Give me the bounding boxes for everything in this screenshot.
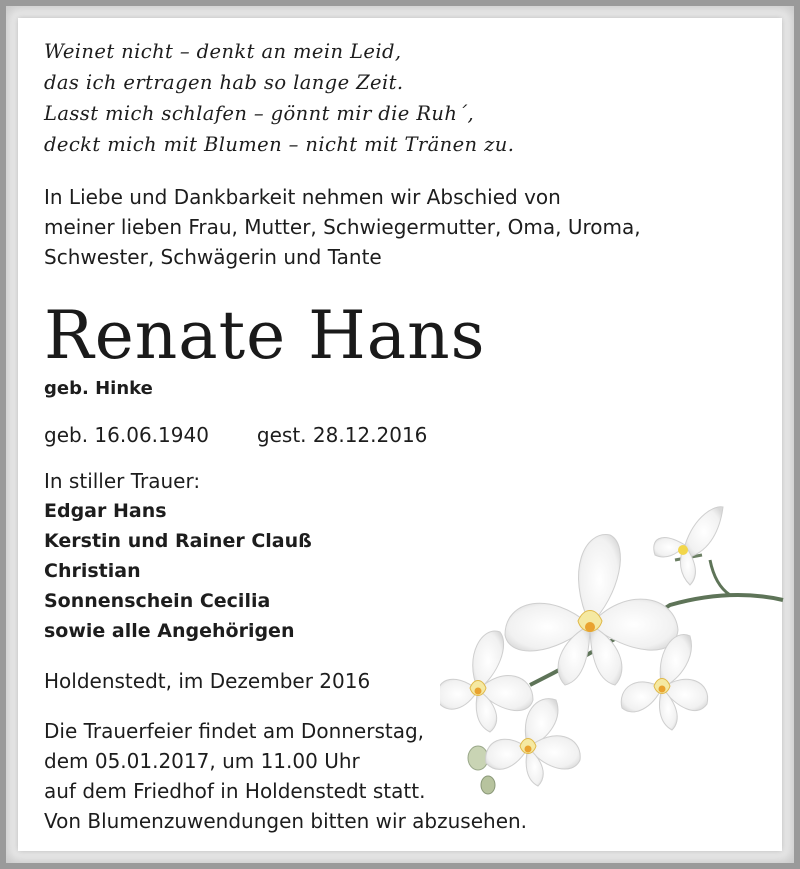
poem-line: Weinet nicht – denkt an mein Leid,	[44, 40, 402, 63]
intro-text	[44, 182, 764, 272]
mourner-name: Edgar Hans	[44, 500, 167, 522]
funeral-line: auf dem Friedhof in Holdenstedt statt.	[44, 779, 426, 803]
poem-line: Lasst mich schlafen – gönnt mir die Ruh´,	[44, 102, 475, 125]
mourner-name: Sonnenschein Cecilia	[44, 590, 271, 612]
funeral-line: Die Trauerfeier findet am Donnerstag,	[44, 719, 425, 743]
mourner-name: Kerstin und Rainer Clauß	[44, 530, 312, 552]
mourner-name: Christian	[44, 560, 141, 582]
intro-line: In Liebe und Dankbarkeit nehmen wir Abschied von	[44, 185, 561, 209]
intro-line: meiner lieben Frau, Mutter, Schwiegermutter, Oma, Uroma,	[44, 215, 641, 239]
funeral-line: dem 05.01.2017, um 11.00 Uhr	[44, 749, 360, 773]
poem-line: das ich ertragen hab so lange Zeit.	[44, 71, 404, 94]
life-dates	[44, 420, 764, 450]
place-date: Holdenstedt, im Dezember 2016	[44, 669, 371, 693]
birth-date: geb. 16.06.1940	[44, 423, 209, 447]
funeral-line: Von Blumenzuwendungen bitten wir abzusehen.	[44, 809, 528, 833]
orchid-image	[440, 500, 785, 800]
intro-line: Schwester, Schwägerin und Tante	[44, 245, 382, 269]
mourner-name: sowie alle Angehörigen	[44, 620, 295, 642]
mourners-heading: In stiller Trauer:	[44, 469, 201, 493]
deceased-name: Renate Hans	[44, 297, 486, 374]
poem-line: deckt mich mit Blumen – nicht mit Tränen zu.	[44, 133, 515, 156]
birth-name: geb. Hinke	[44, 378, 153, 399]
death-date: gest. 28.12.2016	[256, 423, 428, 447]
poem	[44, 36, 764, 160]
